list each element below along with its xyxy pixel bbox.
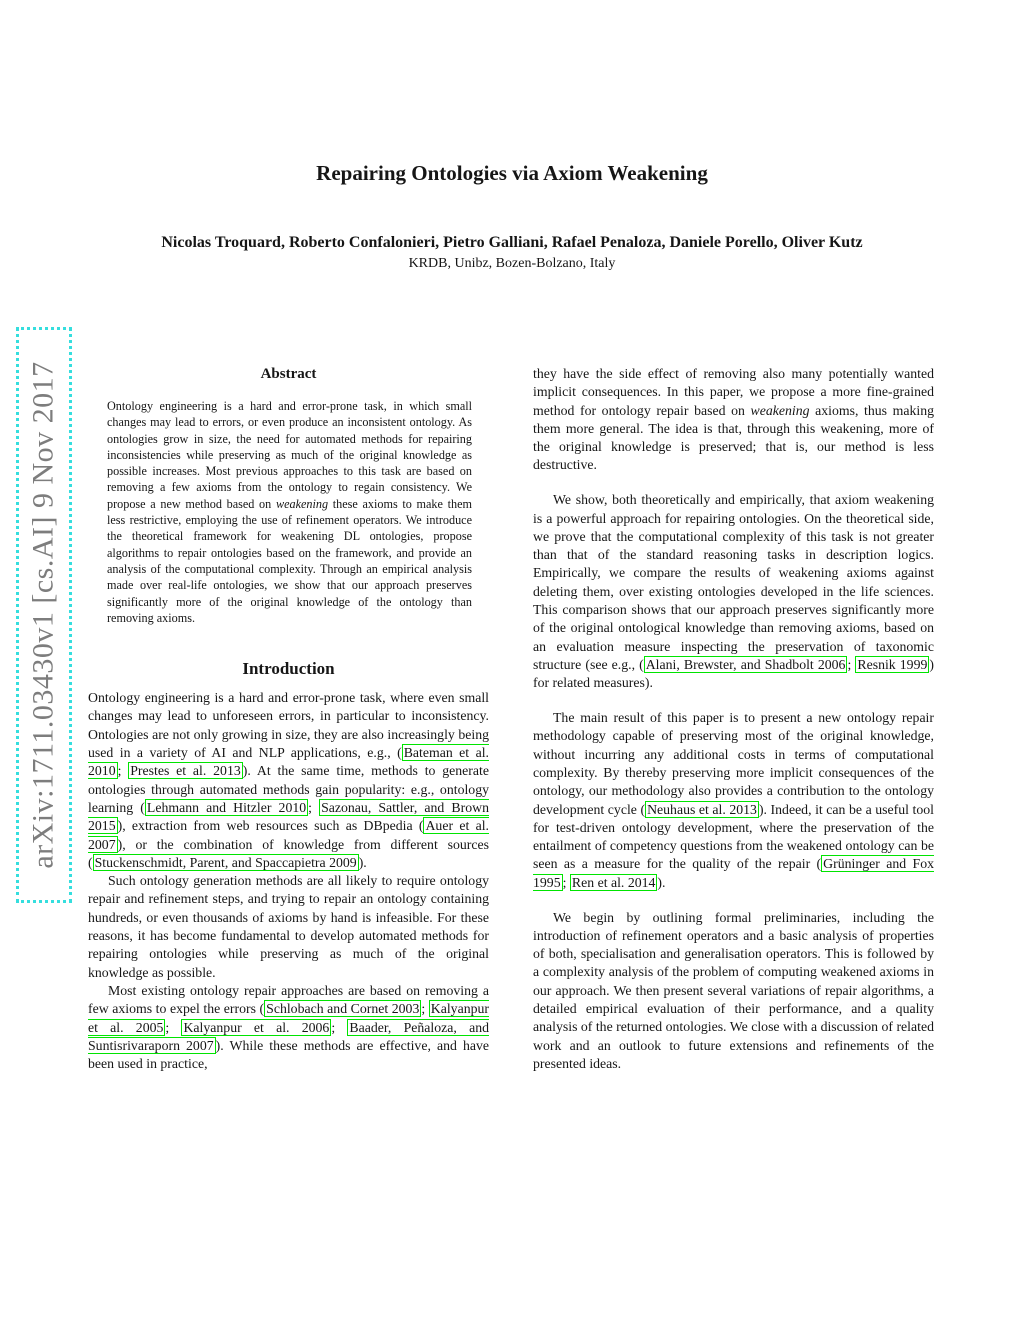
paper-affiliation: KRDB, Unibz, Bozen-Bolzano, Italy — [408, 256, 616, 271]
citation-link[interactable]: Schlobach and Cornet 2003 — [266, 1001, 420, 1017]
emphasis-text: weakening — [275, 496, 329, 511]
paragraph: Ontology engineering is a hard and error-prone task, where even small changes may lead to unforeseen errors, in particular to inconsistency. Ontologies are not only growing in size, they are also increasingly being used in a variety of AI and NLP applications, e.g., ( Bateman et al. 2010 ; Prestes et al. 2013 ). At the same time, methods to generate ontologies through automated methods gain popularity: e.g., ontology learning ( Lehmann and Hitzler 2010 ; Sazonau, Sattler, and Brown 2015 ), extraction from web resources such as DBpedia ( Auer et al. 2007 ), or the combination of knowledge from different sources ( Stuckenschmidt, Parent, and Spaccapietra 2009 ). — [88, 690, 489, 870]
citation-link[interactable]: Stuckenschmidt, Parent, and Spaccapietra 2009 — [94, 854, 357, 870]
citation-link[interactable]: Resnik 1999 — [857, 656, 928, 672]
citation-link[interactable]: Lehmann and Hitzler 2010 — [146, 799, 307, 815]
paragraph: The main result of this paper is to present a new ontology repair methodology capable of preserving most of the original knowledge, without incurring any additional costs in terms of computational complexity. By thereby preserving more implicit consequences of the ontology, our methodology also provides a contribution to the ontology development cycle ( Neuhaus et al. 2013 ). Indeed, it can be a useful tool for test-driven ontology development, where the preservation of the entailment of competency questions from the weakened ontology can be seen as a measure for the quality of the repair ( Grüninger and Fox 1995 ; Ren et al. 2014 ). — [533, 710, 934, 890]
citation-link[interactable]: Neuhaus et al. 2013 — [647, 801, 757, 817]
introduction-right-text — [533, 365, 934, 1073]
citation-link[interactable]: Sazonau, Sattler, and Brown 2015 — [88, 799, 489, 834]
citation-link[interactable]: Alani, Brewster, and Shadbolt 2006 — [645, 656, 846, 672]
paragraph: We begin by outlining formal preliminaries, including the introduction of refinement operators and a basic analysis of properties of both, specialisation and generalisation operators. This is followed by a complexity analysis of the problem of computing weakened axioms in our approach. We then present several variations of repair algorithms, a detailed empirical evaluation of their performance, and a quality analysis of the returned ontologies. We close with a discussion of related work and an outlook to future extensions and refinements of the presented ideas. — [533, 909, 934, 1071]
paragraph: Most existing ontology repair approaches are based on removing a few axioms to expel the errors ( Schlobach and Cornet 2003 ; Kalyanpur et al. 2005 ; Kalyanpur et al. 2006 ; Baader, Peñaloza, and Suntisrivaraporn 2007 ). While these methods are effective, and have been used in practice, — [88, 982, 489, 1072]
introduction-left-text — [88, 689, 489, 1073]
citation-link[interactable]: Grüninger and Fox 1995 — [533, 856, 934, 890]
citation-link[interactable]: Kalyanpur et al. 2006 — [183, 1019, 330, 1035]
arxiv-watermark — [16, 327, 72, 903]
paragraph: We show, both theoretically and empirically, that axiom weakening is a powerful approach for repairing ontologies. On the theoretical side, we prove that the computational complexity of this task is not greater than that of the standard reasoning tasks in description logics. Empirically, we compare the results of weakening axioms against deleting them, over existing ontologies developed in the life sciences. This comparison shows that our approach preserves significantly more of the original ontological knowledge than removing axioms, based on an evaluation measure inspecting the preservation of taxonomic structure (see e.g., ( Alani, Brewster, and Shadbolt 2006 ; Resnik 1999 ) for related measures). — [533, 492, 934, 691]
paragraph: Such ontology generation methods are all likely to require ontology repair and refinement steps, and trying to repair an ontology containing hundreds, or even thousands of axioms by hand is infeasible. For these reasons, it has become fundamental to develop automated methods for repairing ontologies while preserving as much of the original knowledge as possible. — [88, 873, 489, 980]
abstract-body — [107, 398, 472, 626]
paper-authors: Nicolas Troquard, Roberto Confalonieri, Pietro Galliani, Rafael Penaloza, Daniele Porello, Oliver Kutz — [161, 234, 863, 251]
citation-link[interactable]: Kalyanpur et al. 2005 — [88, 1001, 489, 1035]
paper-title: Repairing Ontologies via Axiom Weakening — [316, 161, 708, 185]
left-column — [88, 365, 489, 1073]
citation-link[interactable]: Baader, Peñaloza, and Suntisrivaraporn 2007 — [88, 1019, 489, 1053]
arxiv-watermark-text: arXiv:1711.03430v1 [cs.AI] 9 Nov 2017 — [27, 361, 61, 869]
citation-link[interactable]: Ren et al. 2014 — [571, 874, 656, 890]
abstract-heading: Abstract — [260, 366, 317, 382]
citation-link[interactable]: Auer et al. 2007 — [88, 818, 489, 852]
introduction-heading: Introduction — [242, 659, 335, 679]
emphasis-text: weakening — [750, 402, 810, 418]
paragraph: they have the side effect of removing also many potentially wanted implicit consequences. In this paper, we propose a more fine-grained method for ontology repair based on weakening axioms, thus making them more general. The idea is that, through this weakening, more of the original knowledge is preserved; that is, our method is less destructive. — [533, 366, 934, 473]
paragraph: Ontology engineering is a hard and error-prone task, in which small changes may lead to errors, or even produce an inconsistent ontology. As ontologies grow in size, the need for automated methods for repairing inconsistencies while preserving as much of the original knowledge as possible increases. Most previous approaches to this task are based on removing a few axioms from the ontology to regain consistency. We propose a new method based on weakening these axioms to make them less restrictive, employing the use of refinement operators. We introduce the theoretical framework for weakening DL ontologies, propose algorithms to repair ontologies based on the framework, and provide an analysis of the computational complexity. Through an empirical analysis made over real-life ontologies, we show that our approach preserves significantly more of the original knowledge of the ontology than removing axioms. — [107, 399, 472, 625]
two-column-body — [88, 365, 935, 1073]
citation-link[interactable]: Bateman et al. 2010 — [88, 745, 489, 779]
right-column — [533, 365, 934, 1073]
citation-link[interactable]: Prestes et al. 2013 — [130, 763, 241, 779]
paper-header — [0, 161, 1024, 272]
